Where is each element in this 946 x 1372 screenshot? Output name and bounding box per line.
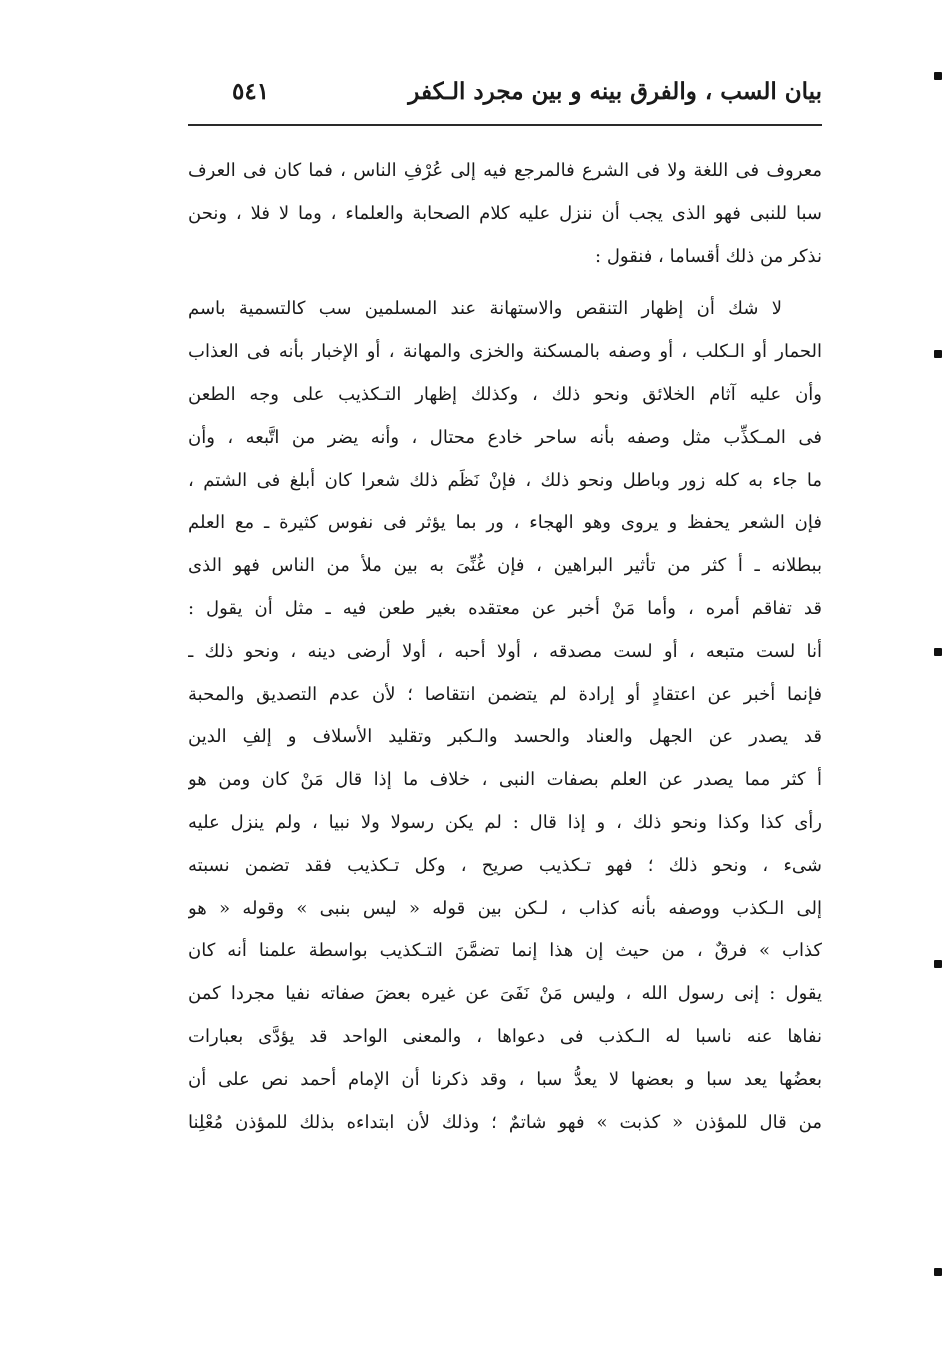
text-line: رأى كذا وكذا ونحو ذلك ، و إذا قال : لم يكن رسولا ولا نبيا ، ولم ينزل عليه (188, 811, 822, 833)
text-line: ببطلانه ـ أ كثر من تأثير البراهين ، فإن غُنِّىَ به بين ملأ من الناس فهو الذى (188, 555, 822, 577)
paragraph-gap (188, 278, 822, 288)
text-line: أنا لست متبعه ، أو لست مصدقه ، أولا أحبه ، أولا أرضى دينه ، ونحو ذلك ـ (188, 640, 822, 662)
text-line: سبا للنبى فهو الذى يجب أن ننزل عليه كلام الصحابة والعلماء ، وما لا فلا ، ونحن (188, 202, 822, 224)
scan-mark (934, 350, 942, 358)
scan-mark (934, 960, 942, 968)
text-line: قد يصدر عن الجهل والعناد والحسد والـكبر وتقليد الأسلاف و إلفِ الدين (188, 726, 822, 748)
text-line: شىء ، ونحو ذلك ؛ فهو تـكذيب صريح ، وكل تـكذيب فقد تضمن نسبته (188, 854, 822, 876)
text-line: معروف فى اللغة ولا فى الشرع فالمرجع فيه إلى عُرْفِ الناس ، فما كان فى العرف (188, 160, 822, 181)
body-text (188, 150, 822, 1144)
text-line: قد تفاقم أمره ، وأما مَنْ أخبر عن معتقده بغير طعن فيه ـ مثل أن يقول : (188, 597, 822, 619)
paragraph-1 (188, 150, 822, 278)
header-rule (188, 124, 822, 126)
text-line: وأن عليه آثام الخلائق ونحو ذلك ، وكذلك إظهار التـكذيب على وجه الطعن (188, 383, 822, 405)
scan-mark (934, 648, 942, 656)
page-number: ٥٤١ (232, 78, 270, 105)
text-line: فإنما أخبر عن اعتقادٍ أو إرادة لم يتضمن انتقاصا ؛ لأن عدم التصديق والمحبة (188, 683, 822, 705)
scan-mark (934, 72, 942, 80)
page-header (190, 72, 822, 116)
text-line: يقول : إنى رسول الله ، وليس مَنْ نَفَىَ عن غيره بعضَ صفاته نفيا مجردا كمن (188, 983, 822, 1005)
text-line: الحمار أو الـكلب ، أو وصفه بالمسكنة والخزى والمهانة ، أو الإخبار بأنه فى العذاب (188, 341, 822, 363)
text-line: كذاب » فرقٌ ، من حيث إن هذا إنما تضمَّنَ التـكذيب بواسطة علمنا أنه كان (188, 940, 822, 962)
text-line: نذكر من ذلك أقساما ، فنقول : (595, 245, 822, 267)
scan-mark (934, 1268, 942, 1276)
text-line: فإن الشعر يحفظ و يروى وهو الهجاء ، ور بما يؤثر فى نفوس كثيرة ـ مع العلم (188, 512, 822, 534)
paragraph-2 (188, 288, 822, 1144)
text-line: أ كثر مما يصدر عن العلم بصفات النبى ، خلاف ما إذا قال مَنْ كان ومن هو (188, 769, 822, 791)
text-line: ما جاء به كله زور وباطل ونحو ذلك ، فإنْ نَظَم ذلك شعرا كان أبلغ فى الشتم ، (188, 469, 822, 491)
text-line: من قال للمؤذن « كذبت » فهو شاتمٌ ؛ وذلك لأن ابتداءه بذلك للمؤذن مُعْلِنا (188, 1111, 822, 1133)
text-line: إلى الـكذب ووصفه بأنه كذاب ، لـكن بين قوله « ليس بنبى » وقوله « هو (188, 897, 822, 919)
text-line: لا شك أن إظهار التنقص والاستهانة عند المسلمين سب كالتسمية باسم (188, 298, 782, 320)
text-line: فى المـكذِّب مثل وصفه بأنه ساحر خادع محتال ، وأنه يضر من اتَّبعه ، وأن (188, 426, 822, 448)
running-title: بيان السب ، والفرق بينه و بين مجرد الـكفر (408, 78, 822, 105)
text-line: بعضُها يعد سبا و بعضها لا يعدُّ سبا ، وقد ذكرنا أن الإمام أحمد نص على أن (188, 1068, 822, 1090)
text-line: نفاها عنه ناسبا له الـكذب فى دعواها ، والمعنى الواحد قد يؤدَّى بعبارات (188, 1025, 822, 1047)
